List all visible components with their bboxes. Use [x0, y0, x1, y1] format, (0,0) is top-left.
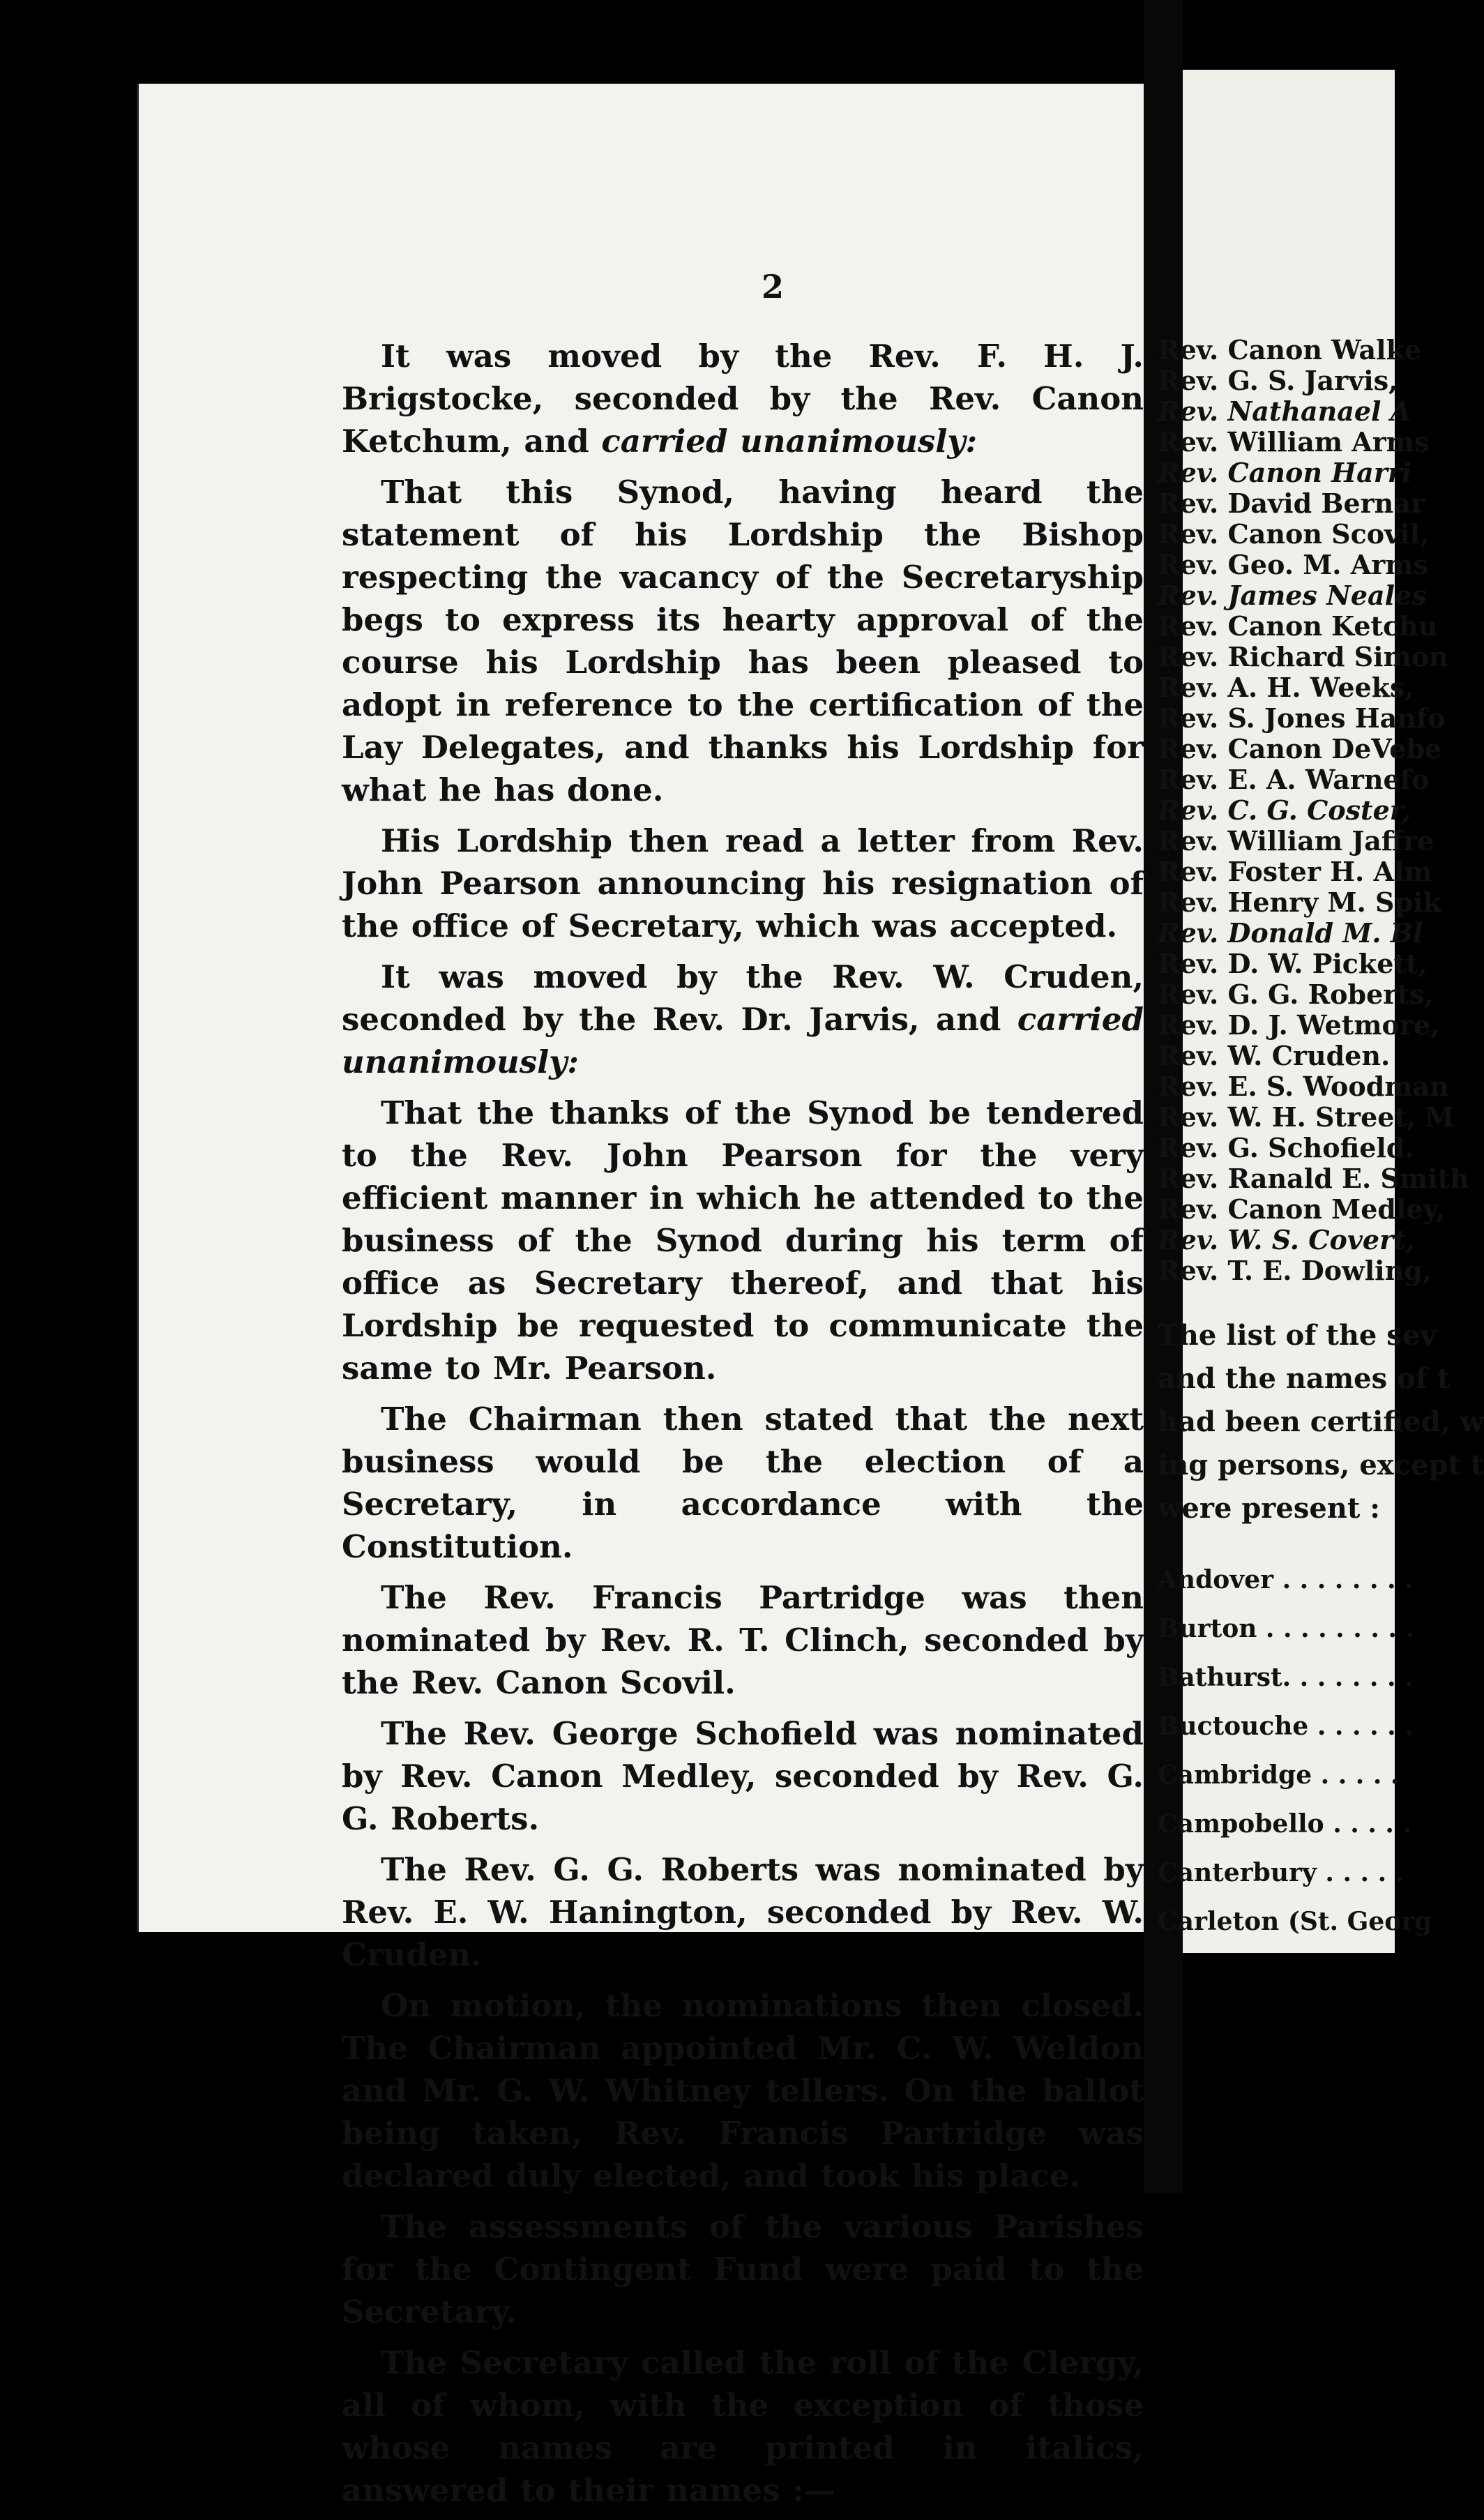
clergy-name: Rev. Donald M. Bl	[1158, 917, 1423, 949]
paragraph-text: It was moved by the Rev. F. H. J. Brigstocke, seconded by the Rev. Canon Ketchum, and	[342, 338, 1144, 460]
clergy-name: Rev. William Jaffre	[1158, 825, 1434, 857]
paragraph	[342, 1092, 1144, 1389]
paragraph-text: The assessments of the various Parishes for the Contingent Fund were paid to the Secretary.	[342, 2208, 1144, 2330]
page-number: 2	[762, 268, 785, 305]
paragraph-text: His Lordship then read a letter from Rev. John Pearson announcing his resignation of the office of Secretary, which was accepted.	[342, 822, 1144, 944]
paragraph	[342, 2341, 1144, 2512]
clergy-name: Rev. Henry M. Spik	[1158, 886, 1441, 918]
paragraph-text: That this Synod, having heard the statement of his Lordship the Bishop respecting the vacancy of the Secretaryship begs to express its hearty approval of the course his Lordship has been pleased to adopt in reference to the certification of the Lay Delegates, and thanks his Lordship for what he has done.	[342, 474, 1144, 808]
clergy-name: Rev. Canon Scovil,	[1158, 518, 1430, 550]
clergy-name: Rev. Canon DeVebe	[1158, 733, 1442, 764]
clergy-name: Rev. T. E. Dowling,	[1158, 1255, 1432, 1286]
clergy-name: Rev. D. J. Wetmore,	[1158, 1009, 1440, 1041]
paragraph-text: The Rev. G. G. Roberts was nominated by Rev. E. W. Hanington, seconded by Rev. W. Cruden.	[342, 1851, 1144, 1973]
parish-name: Burton . . . . . . . . .	[1158, 1614, 1414, 1643]
clergy-name: Rev. D. W. Pickett,	[1158, 948, 1428, 979]
parish-name: Canterbury . . . . .	[1158, 1858, 1404, 1887]
clergy-name: Rev. S. Jones Hanfo	[1158, 702, 1446, 734]
parish-name: Cambridge . . . . .	[1158, 1760, 1400, 1790]
clergy-name: Rev. Canon Ketchu	[1158, 610, 1438, 642]
paragraph	[342, 2205, 1144, 2333]
paragraph-text: On motion, the nominations then closed. The Chairman appointed Mr. C. W. Weldon and Mr. G. W. Whitney tellers. On the ballot being taken, Rev. Francis Partridge was declared duly elected, and took his place.	[342, 1987, 1144, 2194]
parish-name: Buctouche . . . . . .	[1158, 1712, 1414, 1741]
paragraph	[342, 1848, 1144, 1976]
paragraph-line: had been certified, w	[1158, 1405, 1484, 1438]
clergy-name: Rev. Canon Walke	[1158, 334, 1422, 365]
clergy-roll-list	[1158, 334, 1469, 1286]
paragraph-line: The list of the sev	[1158, 1319, 1437, 1352]
left-page-body	[342, 335, 1144, 2520]
clergy-name: Rev. James Neales	[1158, 580, 1427, 611]
paragraph-text: The Chairman then stated that the next business would be the election of a Secretary, in accordance with the Constitution.	[342, 1401, 1144, 1565]
clergy-name: Rev. E. S. Woodman	[1158, 1071, 1449, 1102]
clergy-name: Rev. G. Schofield.	[1158, 1132, 1414, 1163]
clergy-name: Rev. C. G. Coster,	[1158, 794, 1411, 826]
clergy-name: Rev. Ranald E. Smith	[1158, 1163, 1469, 1194]
paragraph-text: The Secretary called the roll of the Clergy, all of whom, with the exception of those whose names are printed in italics, answered to their names :—	[342, 2344, 1144, 2509]
parish-name: Carleton (St. Georg	[1158, 1907, 1432, 1936]
paragraph-line: were present :	[1158, 1492, 1381, 1525]
paragraph	[342, 471, 1144, 811]
clergy-name: Rev. Foster H. Alm	[1158, 856, 1432, 887]
paragraph-line: ing persons, except t	[1158, 1449, 1484, 1481]
parish-name: Andover . . . . . . . .	[1158, 1565, 1414, 1594]
paragraph-text: The Rev. George Schofield was nominated by Rev. Canon Medley, seconded by Rev. G. G. Roberts.	[342, 1715, 1144, 1837]
paragraph-line: and the names of t	[1158, 1362, 1451, 1395]
clergy-name: Rev. Richard Simon	[1158, 641, 1448, 672]
clergy-name: Rev. Canon Harri	[1158, 457, 1412, 488]
clergy-name: Rev. W. Cruden.	[1158, 1040, 1391, 1071]
paragraph-text: That the thanks of the Synod be tendered to the Rev. John Pearson for the very efficient manner in which he attended to the business of the Synod during his term of office as Secretary thereof, and that his Lordship be requested to communicate the same to Mr. Pearson.	[342, 1094, 1144, 1387]
clergy-name: Rev. W. S. Covert,	[1158, 1224, 1415, 1255]
parish-name: Campobello . . . . .	[1158, 1809, 1412, 1839]
paragraph-emphasis: carried unanimously:	[342, 1001, 1144, 1080]
clergy-name: Rev. G. S. Jarvis,	[1158, 365, 1398, 396]
paragraph-emphasis: carried unanimously:	[601, 423, 978, 460]
clergy-name: Rev. Geo. M. Arms	[1158, 549, 1428, 580]
clergy-name: Rev. William Arms	[1158, 426, 1430, 458]
right-page-paragraph	[1158, 1314, 1484, 1530]
clergy-name: Rev. W. H. Street, M	[1158, 1101, 1455, 1133]
clergy-name: Rev. David Bernar	[1158, 488, 1425, 519]
clergy-name: Rev. Canon Medley,	[1158, 1193, 1446, 1225]
clergy-name: Rev. G. G. Roberts,	[1158, 979, 1434, 1010]
clergy-name: Rev. E. A. Warnefo	[1158, 764, 1430, 795]
paragraph	[342, 1984, 1144, 2197]
clergy-name: Rev. Nathanael A	[1158, 395, 1411, 427]
paragraph-text: The Rev. Francis Partridge was then nominated by Rev. R. T. Clinch, seconded by the Rev. Canon Scovil.	[342, 1579, 1144, 1701]
paragraph	[342, 1398, 1144, 1568]
clergy-name: Rev. A. H. Weeks,	[1158, 672, 1414, 703]
paragraph	[342, 956, 1144, 1083]
paragraph	[342, 820, 1144, 947]
right-page-body	[1158, 334, 1484, 1946]
parish-list	[1158, 1555, 1432, 1946]
parish-name: Bathurst. . . . . . . .	[1158, 1663, 1414, 1692]
paragraph	[342, 1576, 1144, 1704]
paragraph	[342, 1712, 1144, 1840]
paragraph-text: It was moved by the Rev. W. Cruden, seconded by the Rev. Dr. Jarvis, and	[342, 958, 1144, 1038]
paragraph	[342, 335, 1144, 462]
